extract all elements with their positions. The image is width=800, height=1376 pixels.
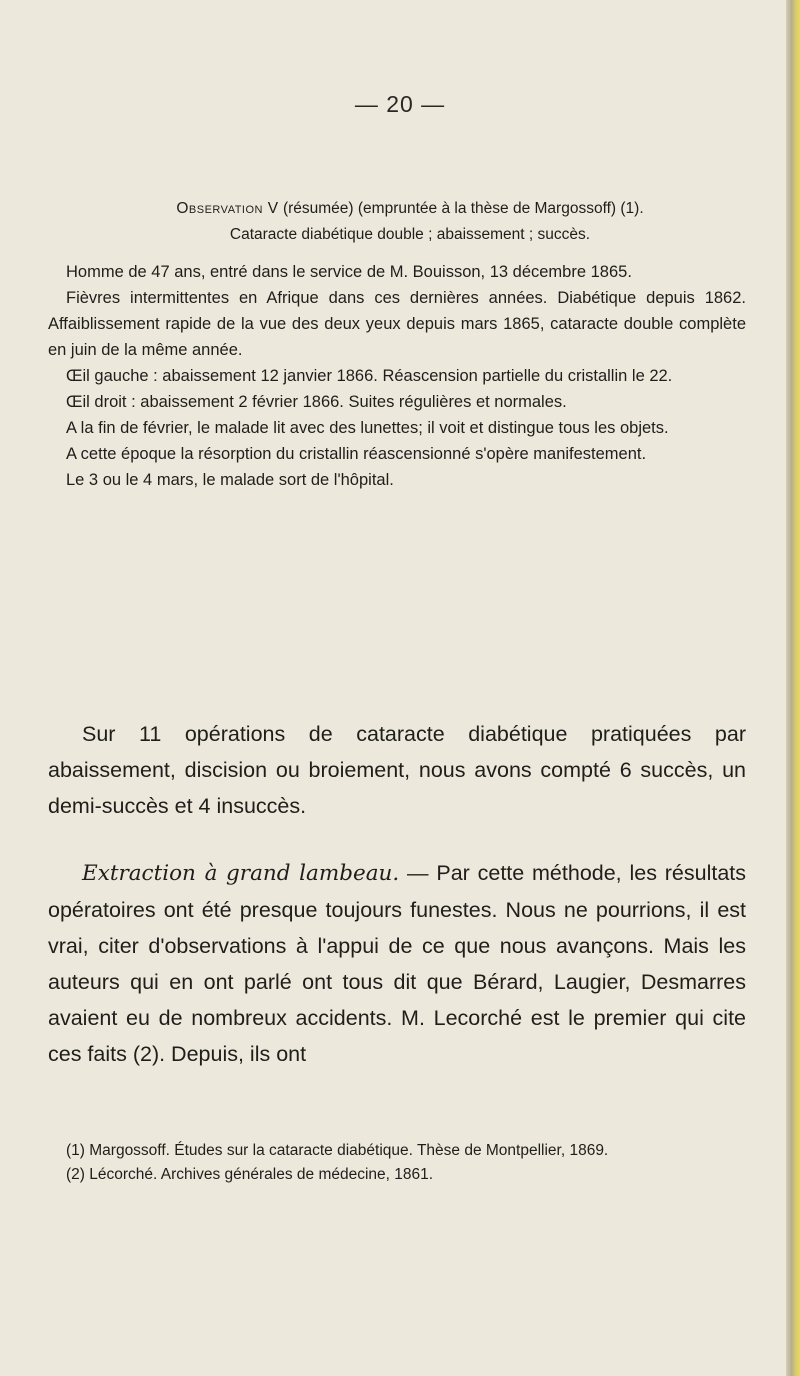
observation-heading [80,196,740,248]
footnotes [48,1139,746,1187]
observation-label: Observation V [176,200,279,217]
observation-title [80,196,740,222]
summary-section [48,716,746,824]
footnote: (1) Margossoff. Études sur la cataracte diabétique. Thèse de Montpellier, 1869. [66,1142,609,1159]
observation-subtitle: Cataracte diabétique double ; abaissement ; succès. [229,226,591,243]
extraction-section [48,855,746,1072]
page-number: — 20 — [354,91,446,117]
observation-paragraph: Œil gauche : abaissement 12 janvier 1866. Réascension partielle du cristallin le 22. [66,367,673,385]
observation-paragraph: Fièvres intermittentes en Afrique dans ces dernières années. Diabétique depuis 1862. Affaiblissement rapide de la vue des deux yeux depuis mars 1865, cataracte double complète en juin de la même année. [48,289,746,359]
observation-paragraph: Œil droit : abaissement 2 février 1866. Suites régulières et normales. [66,393,567,411]
extraction-text: — Par cette méthode, les résultats opératoires ont été presque toujours funestes. Nous ne pourrions, il est vrai, citer d'observations à l'appui de ce que nous avançons. Mais les auteurs qui en ont parlé ont tous dit que Bérard, Laugier, Desmarres avaient eu de nombreux accidents. M. Lecorché est le premier qui cite ces faits (2). Depuis, ils ont [48,861,746,1066]
observation-body [48,259,746,493]
observation-paragraph: Le 3 ou le 4 mars, le malade sort de l'hôpital. [66,471,394,489]
observation-paragraph: A cette époque la résorption du cristallin réascensionné s'opère manifestement. [66,445,647,463]
observation-paragraph: A la fin de février, le malade lit avec des lunettes; il voit et distingue tous les objets. [66,419,669,437]
footnote: (2) Lécorché. Archives générales de médecine, 1861. [66,1166,434,1183]
extraction-paragraph [48,855,746,1072]
page-edge [786,0,800,1376]
extraction-title: Extraction à grand lambeau. [82,861,400,886]
observation-source: (résumée) (empruntée à la thèse de Margossoff) (1). [278,200,644,217]
summary-paragraph: Sur 11 opérations de cataracte diabétique pratiquées par abaissement, discision ou broiement, nous avons compté 6 succès, un demi-succès et 4 insuccès. [48,722,746,818]
observation-paragraph: Homme de 47 ans, entré dans le service de M. Bouisson, 13 décembre 1865. [66,263,632,281]
